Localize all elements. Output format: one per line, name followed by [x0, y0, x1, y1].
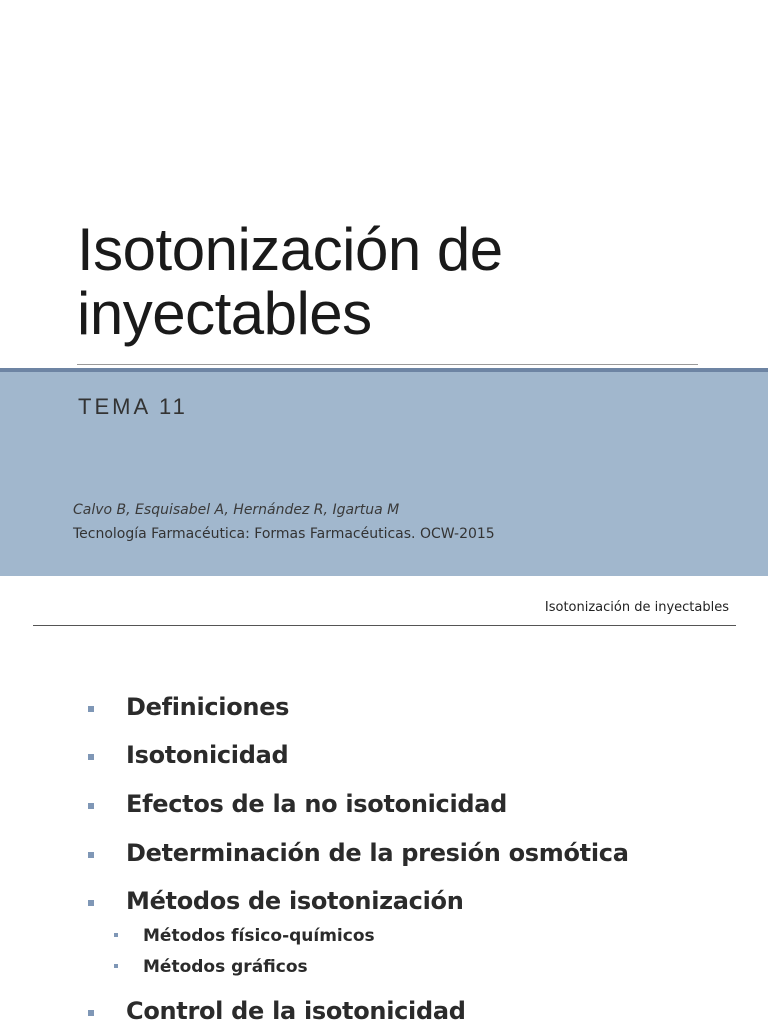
square-bullet-icon [88, 852, 94, 858]
slide-subtitle: TEMA 11 [78, 394, 188, 419]
square-bullet-icon [88, 1010, 94, 1016]
list-item-label: Definiciones [126, 693, 290, 721]
header-divider [33, 625, 736, 626]
agenda-slide [0, 576, 768, 1024]
small-square-bullet-icon [114, 964, 118, 968]
slide-header: Isotonización de inyectables [544, 600, 729, 615]
list-item [88, 693, 289, 721]
small-square-bullet-icon [114, 933, 118, 937]
list-item-label: Efectos de la no isotonicidad [126, 790, 508, 818]
slide-title-line2: inyectables [77, 280, 372, 347]
band-top-stripe [0, 368, 768, 372]
title-divider [77, 364, 698, 365]
list-item [88, 790, 507, 818]
list-item [88, 997, 466, 1025]
slide-title [77, 218, 717, 346]
sub-list-item-label: Métodos gráficos [143, 957, 308, 977]
list-item-label: Control de la isotonicidad [126, 997, 466, 1025]
list-item-label: Isotonicidad [126, 741, 289, 769]
square-bullet-icon [88, 803, 94, 809]
authors-text: Calvo B, Esquisabel A, Hernández R, Igartua M [73, 502, 400, 518]
list-item-label: Determinación de la presión osmótica [126, 839, 629, 867]
square-bullet-icon [88, 900, 94, 906]
square-bullet-icon [88, 706, 94, 712]
list-item-label: Métodos de isotonización [126, 887, 464, 915]
sub-list-item-label: Métodos físico-químicos [143, 926, 375, 946]
sub-list-item [114, 926, 375, 946]
sub-list-item [114, 957, 308, 977]
list-item [88, 839, 629, 867]
slide-title-line1: Isotonización de [77, 216, 503, 283]
square-bullet-icon [88, 754, 94, 760]
list-item [88, 887, 464, 915]
course-text: Tecnología Farmacéutica: Formas Farmacéuticas. OCW-2015 [73, 526, 495, 542]
list-item [88, 741, 288, 769]
